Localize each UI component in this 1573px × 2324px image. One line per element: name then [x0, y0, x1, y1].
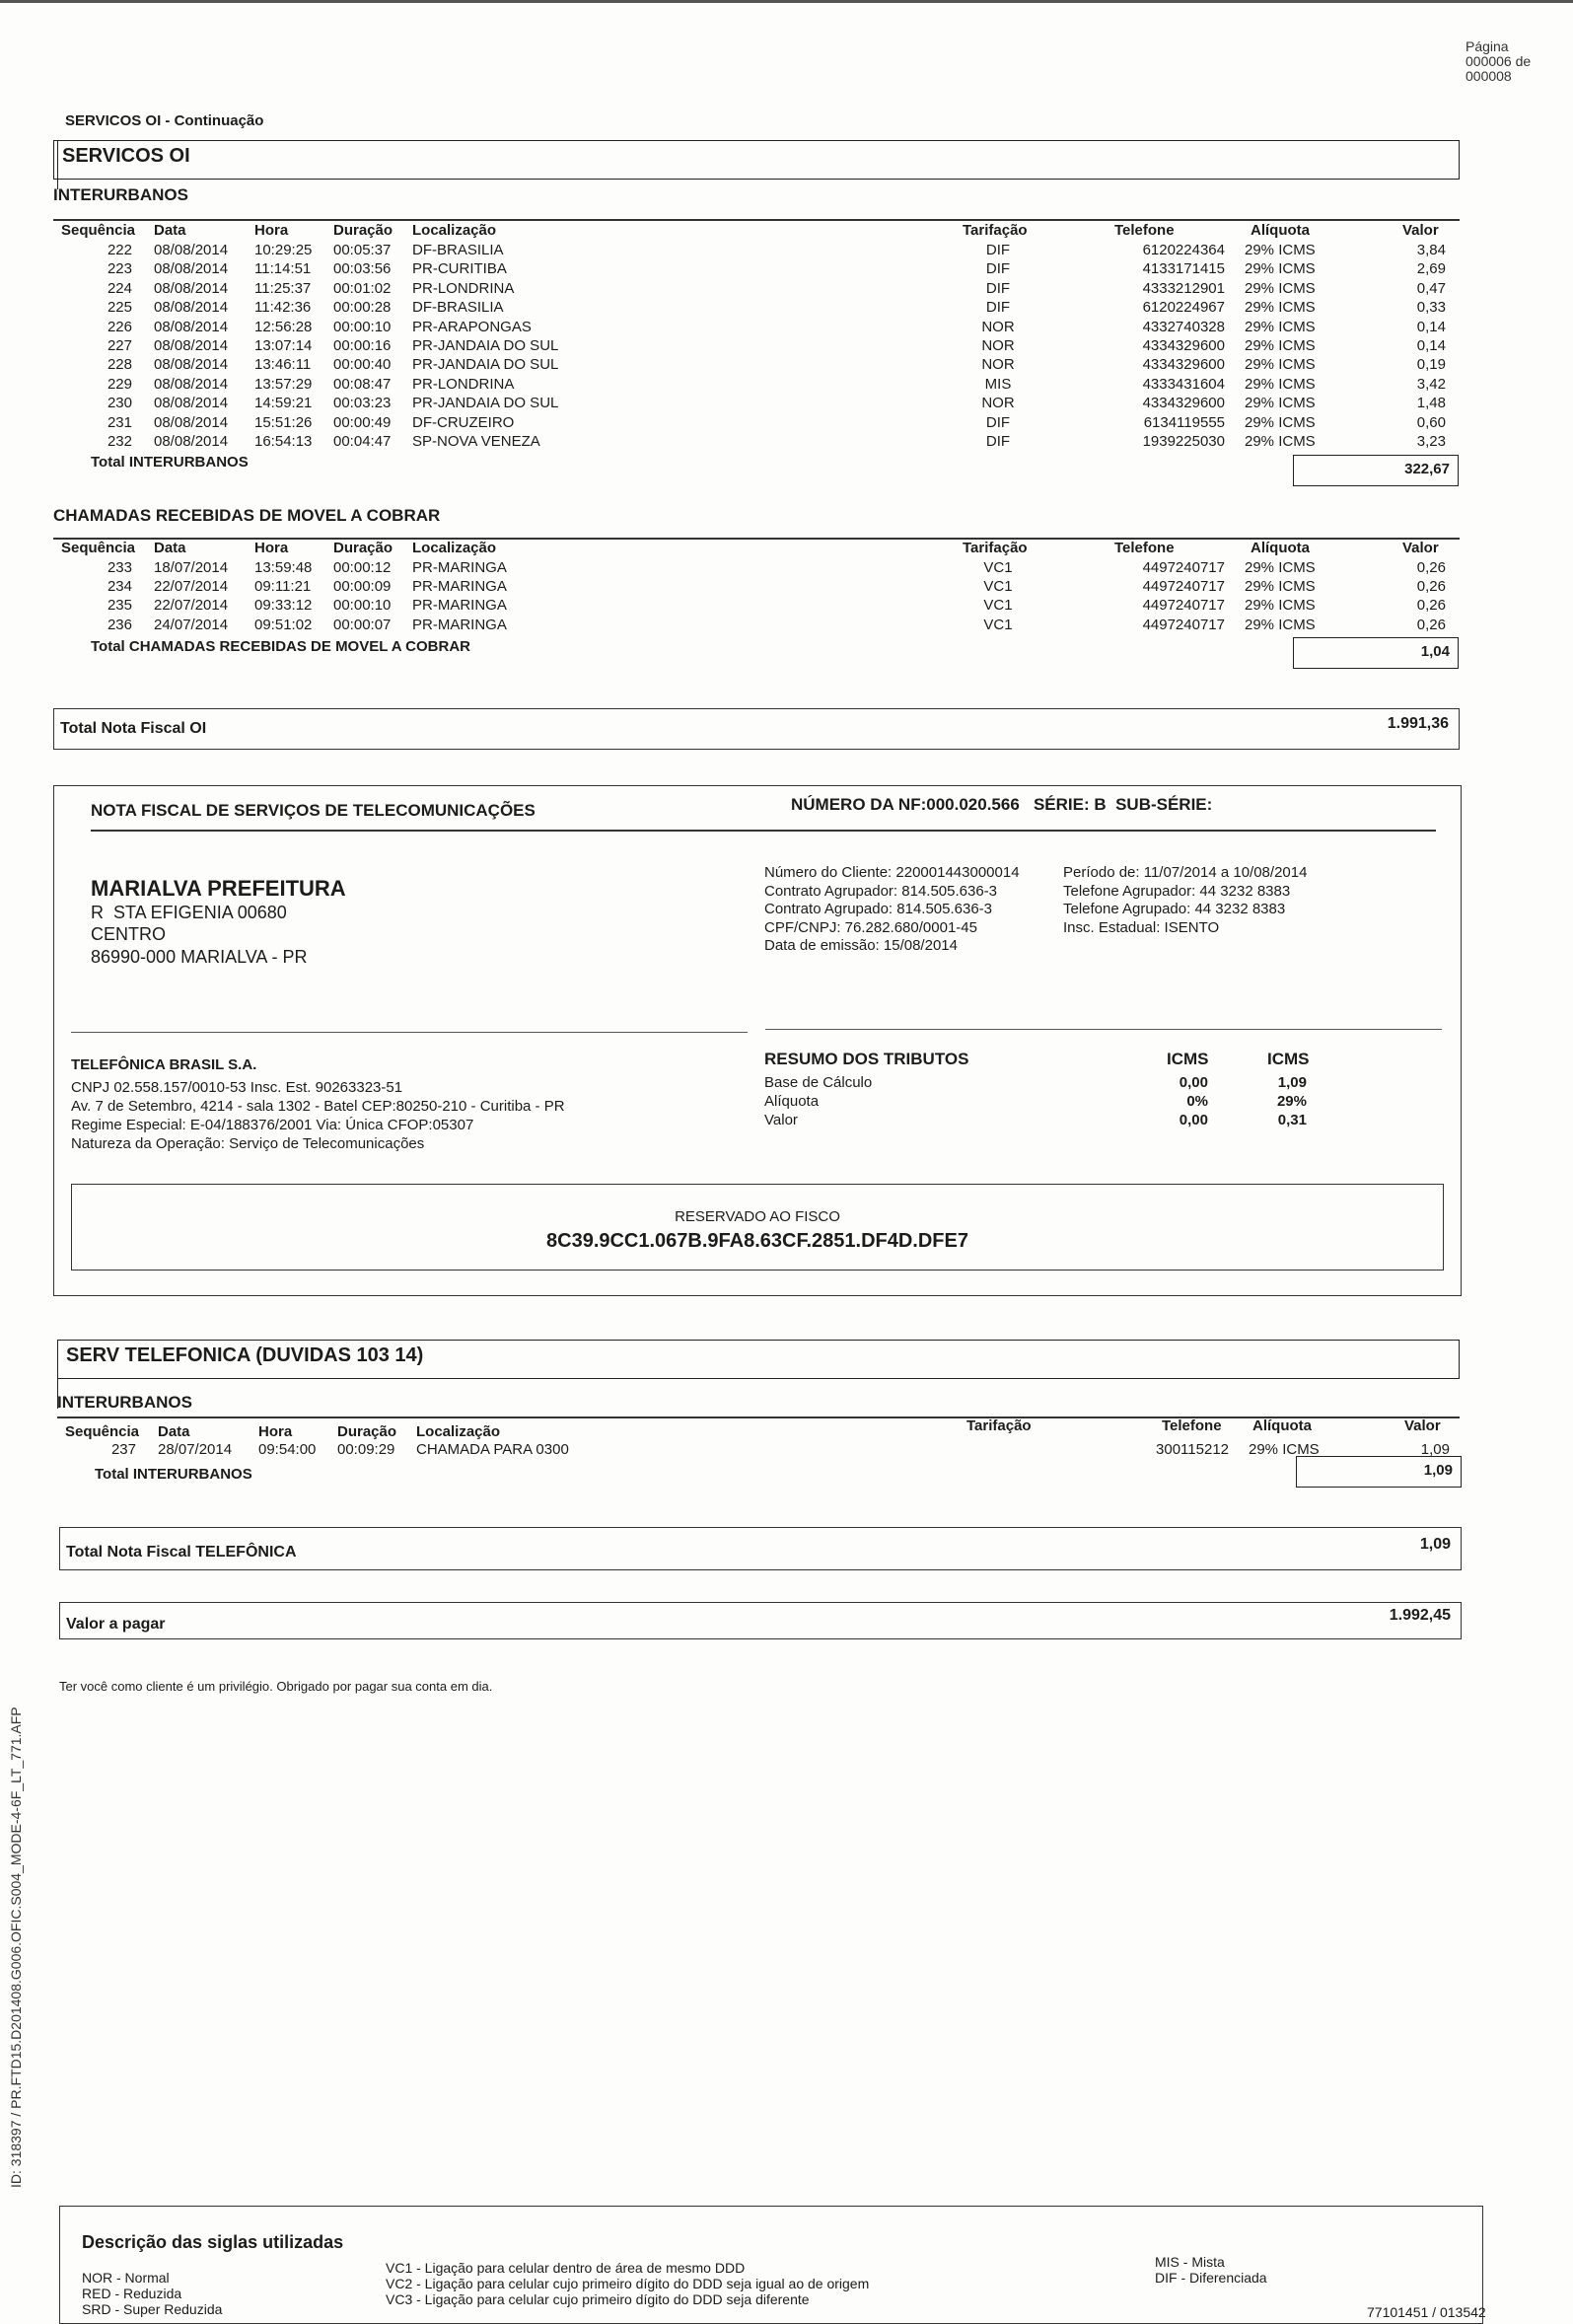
table-cell: 00:00:10	[333, 597, 392, 615]
table-cell: 1,48	[1416, 395, 1446, 412]
table-cell: 228	[107, 356, 132, 374]
table-cell: 11:42:36	[254, 299, 312, 317]
total-nf-tel-label: Total Nota Fiscal TELEFÔNICA	[66, 1544, 297, 1561]
table-cell: PR-LONDRINA	[412, 375, 515, 393]
customer-name: MARIALVA PREFEITURA	[91, 876, 346, 901]
table-cell: 0,33	[1416, 299, 1446, 317]
table-cell: 226	[107, 318, 132, 335]
table-cell: DF-BRASILIA	[412, 299, 504, 317]
table-row	[0, 577, 1573, 596]
footer-code: 77101451 / 013542	[1367, 2304, 1486, 2320]
table-cell: 233	[107, 559, 132, 576]
siglas-col3: MIS - Mista DIF - Diferenciada	[1155, 2254, 1267, 2286]
table-cell: 00:00:49	[333, 413, 392, 431]
table-cell: 09:51:02	[254, 616, 313, 633]
total-nf-tel-box	[59, 1527, 1462, 1570]
table-cell: 0,26	[1416, 559, 1446, 576]
table-row	[0, 558, 1573, 577]
tributo-cell: 29%	[1276, 1093, 1307, 1110]
table-cell: 13:46:11	[254, 356, 312, 374]
table-cell: DIF	[985, 279, 1011, 297]
table-cell: 08/08/2014	[154, 356, 229, 374]
servicos-oi-header	[53, 140, 1460, 180]
table-row	[0, 413, 1573, 432]
table-cell: 00:09:29	[337, 1441, 395, 1458]
table-cell: 235	[107, 597, 132, 615]
tributo-cell: 0%	[1186, 1093, 1208, 1110]
table-cell: 4334329600	[1142, 395, 1225, 412]
table-cell: 00:03:56	[333, 260, 392, 278]
total-cobrar-value: 1,04	[1293, 637, 1459, 669]
table-header: Sequência Data Hora Duração Localização Tarifação Telefone Alíquota Valor	[61, 222, 1439, 239]
table-cell: 3,84	[1416, 242, 1446, 258]
table-cell: 3,42	[1416, 375, 1446, 393]
table-row	[0, 336, 1573, 355]
customer-city: 86990-000 MARIALVA - PR	[91, 947, 308, 967]
tel-total-label: Total INTERURBANOS	[95, 1466, 252, 1483]
tributo-cell: Valor	[764, 1112, 798, 1128]
table-cell: PR-MARINGA	[412, 597, 507, 615]
table-cell: 236	[107, 616, 132, 633]
table-cell: 22/07/2014	[154, 597, 229, 615]
table-cell: 0,60	[1416, 413, 1446, 431]
table-cell: 29% ICMS	[1245, 413, 1316, 431]
table-cell: DIF	[985, 433, 1011, 450]
total-nf-oi-value: 1.991,36	[1387, 715, 1449, 732]
table-cell: 4497240717	[1142, 559, 1225, 576]
table-cell: 13:57:29	[254, 375, 313, 393]
table-cell: PR-MARINGA	[412, 559, 507, 576]
serv-telefonica-header	[57, 1340, 1460, 1379]
table-cell: 13:59:48	[254, 559, 313, 576]
valor-pagar-box	[59, 1602, 1462, 1639]
fisco-code: 8C39.9CC1.067B.9FA8.63CF.2851.DF4D.DFE7	[546, 1230, 968, 1252]
table-cell: 227	[107, 337, 132, 354]
table-cell: 00:00:12	[333, 559, 392, 576]
page-number: Página 000006 de 000008	[1466, 38, 1532, 84]
table-cell: 300115212	[1156, 1441, 1229, 1458]
table-cell: 29% ICMS	[1245, 279, 1316, 297]
table-cell: 4333212901	[1142, 279, 1225, 297]
table-cell: 08/08/2014	[154, 260, 229, 278]
table-cell: DF-CRUZEIRO	[412, 413, 515, 431]
table-cell: 00:00:16	[333, 337, 392, 354]
table-cell: 08/08/2014	[154, 242, 229, 258]
valor-pagar-label: Valor a pagar	[66, 1616, 166, 1633]
table-cell: 223	[107, 260, 132, 278]
table-cell: 0,26	[1416, 616, 1446, 633]
fisco-label: RESERVADO AO FISCO	[675, 1208, 840, 1225]
table-row	[0, 298, 1573, 317]
table-cell: 231	[107, 413, 132, 431]
table-row	[0, 259, 1573, 278]
table-cell: 00:08:47	[333, 375, 392, 393]
tributos-title: RESUMO DOS TRIBUTOS	[764, 1050, 969, 1068]
top-border	[0, 0, 1573, 3]
table-cell: 4334329600	[1142, 356, 1225, 374]
table-cell: 0,14	[1416, 318, 1446, 335]
table-cell: 00:05:37	[333, 242, 392, 258]
total-interurbanos-value: 322,67	[1293, 455, 1459, 486]
tel-interurbanos-title: INTERURBANOS	[57, 1393, 192, 1412]
table-cell: 4497240717	[1142, 578, 1225, 596]
table-cell: 00:00:09	[333, 578, 392, 596]
table-cell: 237	[110, 1441, 136, 1458]
table-cell: 00:00:10	[333, 318, 392, 335]
table-cell: 08/08/2014	[154, 279, 229, 297]
table-cell: 08/08/2014	[154, 413, 229, 431]
tributo-cell: Alíquota	[764, 1093, 820, 1110]
table-cell: 29% ICMS	[1245, 356, 1316, 374]
table-cell: 15:51:26	[254, 413, 313, 431]
nf-info-right: Período de: 11/07/2014 a 10/08/2014 Telefone Agrupador: 44 3232 8383 Telefone Agrupado: 44 3232 8383 Insc. Estadual: ISENTO	[1063, 864, 1308, 936]
table-cell: 09:33:12	[254, 597, 313, 615]
tributo-row	[764, 1092, 1317, 1111]
total-nf-tel-value: 1,09	[1419, 1536, 1451, 1553]
table-cell: 0,14	[1416, 337, 1446, 354]
table-cell: DIF	[985, 299, 1011, 317]
table-cell: 2,69	[1416, 260, 1446, 278]
table-cell: 4334329600	[1142, 337, 1225, 354]
tributo-row	[764, 1111, 1317, 1129]
table-cell: 28/07/2014	[158, 1441, 233, 1458]
total-interurbanos-label: Total INTERURBANOS	[91, 454, 249, 471]
tel-table-header: Sequência Data Hora Duração Localização Tarifação Telefone Alíquota Valor	[65, 1417, 1441, 1440]
thanks-message: Ter você como cliente é um privilégio. Obrigado por pagar sua conta em dia.	[59, 1679, 493, 1694]
table-cell: PR-MARINGA	[412, 616, 507, 633]
table-cell: NOR	[981, 337, 1015, 354]
table-cell: CHAMADA PARA 0300	[416, 1441, 569, 1458]
table-cell: PR-JANDAIA DO SUL	[412, 337, 559, 354]
table-cell: 24/07/2014	[154, 616, 229, 633]
table-cell: 29% ICMS	[1245, 597, 1316, 615]
table-cell: 1,09	[1420, 1441, 1450, 1458]
table-cell: SP-NOVA VENEZA	[412, 433, 540, 450]
total-cobrar-label: Total CHAMADAS RECEBIDAS DE MOVEL A COBRAR	[91, 638, 471, 655]
table-cell: 224	[107, 279, 132, 297]
table-row	[0, 432, 1573, 451]
table-cell: 08/08/2014	[154, 375, 229, 393]
company-block: TELEFÔNICA BRASIL S.A. CNPJ 02.558.157/0010-53 Insc. Est. 90263323-51 Av. 7 de Setembro, 4214 - sala 1302 - Batel CEP:80250-210 - Curitiba - PR Regime Especial: E-04/188376/2001 Via: Única CFOP:05307 Natureza da Operação: Serviço de Telecomunicações	[71, 1056, 565, 1152]
interurbanos-title: INTERURBANOS	[53, 185, 188, 204]
table-cell: 00:00:28	[333, 299, 392, 317]
reservado-fisco-box	[71, 1184, 1444, 1271]
table-cell: MIS	[984, 375, 1012, 393]
table-row	[0, 616, 1573, 634]
table-cell: 222	[107, 242, 132, 258]
table-cell: 12:56:28	[254, 318, 313, 335]
table-row	[0, 596, 1573, 615]
table-cell: 29% ICMS	[1245, 578, 1316, 596]
table-row	[0, 318, 1573, 336]
table-cell: 0,19	[1416, 356, 1446, 374]
table-cell: 225	[107, 299, 132, 317]
tributo-row	[764, 1073, 1317, 1092]
table-cell: 4497240717	[1142, 597, 1225, 615]
table-cell: 4332740328	[1142, 318, 1225, 335]
table-cell: 3,23	[1416, 433, 1446, 450]
table-row	[0, 241, 1573, 259]
table-cell: 22/07/2014	[154, 578, 229, 596]
table-cell: VC1	[983, 578, 1013, 596]
table-cell: 00:00:40	[333, 356, 392, 374]
table-cell: 10:29:25	[254, 242, 313, 258]
table-cell: 229	[107, 375, 132, 393]
table-cell: 29% ICMS	[1245, 559, 1316, 576]
table-cell: 09:54:00	[258, 1441, 317, 1458]
table-cell: 4333431604	[1142, 375, 1225, 393]
table-cell: 29% ICMS	[1245, 299, 1316, 317]
table-row	[0, 355, 1573, 374]
table-cell: 4497240717	[1142, 616, 1225, 633]
table-cell: DF-BRASILIA	[412, 242, 504, 258]
cobrar-table-header: Sequência Data Hora Duração Localização Tarifação Telefone Alíquota Valor	[61, 540, 1439, 556]
section-title: SERVICOS OI	[62, 145, 190, 167]
table-cell: NOR	[981, 395, 1015, 412]
table-cell: 00:00:07	[333, 616, 392, 633]
company-name: TELEFÔNICA BRASIL S.A.	[71, 1056, 257, 1073]
table-cell: 00:01:02	[333, 279, 392, 297]
table-cell: 00:04:47	[333, 433, 392, 450]
valor-pagar-value: 1.992,45	[1389, 1607, 1451, 1624]
siglas-title: Descrição das siglas utilizadas	[82, 2232, 344, 2252]
table-row	[0, 375, 1573, 394]
table-row	[0, 279, 1573, 298]
table-cell: DIF	[985, 260, 1011, 278]
customer-district: CENTRO	[91, 924, 166, 944]
table-cell: 16:54:13	[254, 433, 313, 450]
nf-title: NOTA FISCAL DE SERVIÇOS DE TELECOMUNICAÇÕES	[91, 801, 536, 820]
table-cell: 00:03:23	[333, 395, 392, 412]
table-cell: 1939225030	[1142, 433, 1225, 450]
table-cell: 08/08/2014	[154, 337, 229, 354]
total-nf-oi-label: Total Nota Fiscal OI	[60, 720, 207, 737]
table-cell: 6134119555	[1143, 413, 1225, 431]
table-cell: PR-MARINGA	[412, 578, 507, 596]
cobrar-title: CHAMADAS RECEBIDAS DE MOVEL A COBRAR	[53, 506, 441, 525]
tel-section-title: SERV TELEFONICA (DUVIDAS 103 14)	[66, 1344, 424, 1366]
tributo-cell: 1,09	[1277, 1074, 1307, 1091]
table-cell: 29% ICMS	[1245, 318, 1316, 335]
table-cell: 14:59:21	[254, 395, 313, 412]
table-cell: 18/07/2014	[154, 559, 229, 576]
table-cell: 13:07:14	[254, 337, 313, 354]
table-cell: 08/08/2014	[154, 433, 229, 450]
table-cell: NOR	[981, 356, 1015, 374]
table-cell: 234	[107, 578, 132, 596]
table-cell: 08/08/2014	[154, 299, 229, 317]
table-cell: VC1	[983, 597, 1013, 615]
nf-info-left: Número do Cliente: 220001443000014 Contrato Agrupador: 814.505.636-3 Contrato Agrupado: 814.505.636-3 CPF/CNPJ: 76.282.680/0001-45 Data de emissão: 15/08/2014	[764, 864, 1020, 954]
table-cell: 0,26	[1416, 597, 1446, 615]
tributo-cell: 0,00	[1179, 1112, 1208, 1128]
continuation-label: SERVICOS OI - Continuação	[65, 112, 264, 129]
table-cell: 29% ICMS	[1245, 433, 1316, 450]
tributos-block: RESUMO DOS TRIBUTOS ICMS ICMS Base de Cálculo 0,00 1,09 Alíquota 0% 29% Valor 0,00 0,31	[764, 1050, 1317, 1138]
table-cell: 29% ICMS	[1245, 375, 1316, 393]
table-cell: DIF	[985, 413, 1011, 431]
total-nf-oi-box	[53, 708, 1460, 750]
table-cell: 11:25:37	[254, 279, 312, 297]
customer-street: R STA EFIGENIA 00680	[91, 903, 287, 922]
table-cell: 29% ICMS	[1245, 242, 1316, 258]
table-cell: PR-JANDAIA DO SUL	[412, 356, 559, 374]
table-cell: 29% ICMS	[1245, 337, 1316, 354]
tributo-cell: 0,00	[1179, 1074, 1208, 1091]
table-cell: 6120224364	[1142, 242, 1225, 258]
table-cell: 230	[107, 395, 132, 412]
table-cell: 09:11:21	[254, 578, 312, 596]
nf-number: NÚMERO DA NF:000.020.566 SÉRIE: B SUB-SÉRIE:	[791, 795, 1213, 814]
table-cell: 0,47	[1416, 279, 1446, 297]
table-cell: 29% ICMS	[1245, 616, 1316, 633]
table-cell: 29% ICMS	[1249, 1441, 1320, 1458]
table-cell: 08/08/2014	[154, 395, 229, 412]
table-cell: 11:14:51	[254, 260, 312, 278]
table-cell: VC1	[983, 559, 1013, 576]
table-cell: PR-JANDAIA DO SUL	[412, 395, 559, 412]
table-cell: 6120224967	[1142, 299, 1225, 317]
table-cell: 0,26	[1416, 578, 1446, 596]
tributo-cell: 0,31	[1277, 1112, 1307, 1128]
table-cell: DIF	[985, 242, 1011, 258]
table-cell: PR-LONDRINA	[412, 279, 515, 297]
document-id: ID: 318397 / PR.FTD15.D201408.G006.OFIC.S004_MODE-4-6F_LT_771.AFP	[8, 1707, 24, 2188]
customer-block	[91, 876, 346, 969]
table-cell: 4133171415	[1142, 260, 1225, 278]
table-cell: 232	[107, 433, 132, 450]
table-cell: PR-CURITIBA	[412, 260, 507, 278]
tel-total-value: 1,09	[1296, 1456, 1462, 1488]
siglas-col1: NOR - Normal RED - Reduzida SRD - Super Reduzida	[82, 2270, 223, 2317]
table-row	[0, 394, 1573, 412]
siglas-col2: VC1 - Ligação para celular dentro de área de mesmo DDD VC2 - Ligação para celular cujo primeiro dígito do DDD seja igual ao de origem VC3 - Ligação para celular cujo primeiro dígito do DDD seja diferente	[386, 2260, 870, 2307]
table-cell: PR-ARAPONGAS	[412, 318, 532, 335]
table-cell: VC1	[983, 616, 1013, 633]
table-cell: 29% ICMS	[1245, 395, 1316, 412]
table-cell: 08/08/2014	[154, 318, 229, 335]
tributo-cell: Base de Cálculo	[764, 1074, 873, 1091]
siglas-box	[59, 2206, 1483, 2324]
table-cell: NOR	[981, 318, 1015, 335]
table-cell: 29% ICMS	[1245, 260, 1316, 278]
